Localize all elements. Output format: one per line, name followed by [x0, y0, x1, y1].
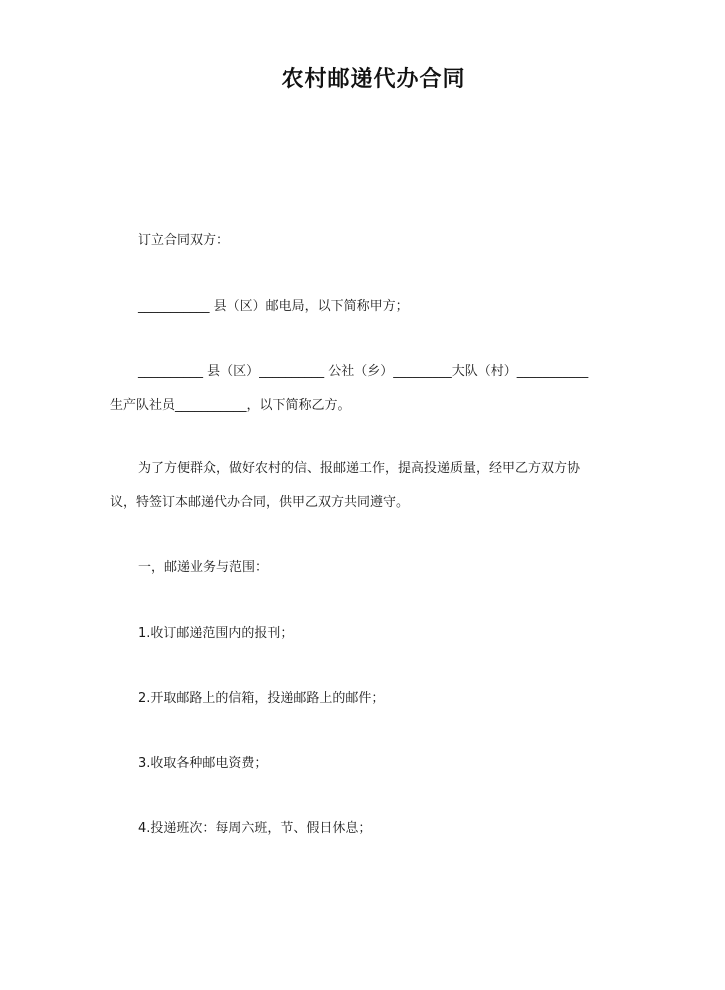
section1-heading: 一，邮递业务与范围： — [138, 560, 269, 575]
party-b-clause-line2: 生产队社员___________，以下简称乙方。 — [110, 398, 351, 413]
document-title: 农村邮递代办合同 — [281, 66, 466, 92]
purpose-paragraph-line2: 议，特签订本邮递代办合同，供甲乙双方共同遵守。 — [110, 495, 410, 510]
list-item: 1.收订邮递范围内的报刊； — [138, 626, 294, 641]
party-b-clause-line1: __________ 县（区）__________ 公社（乡）_________大队（村）___________ — [138, 364, 589, 379]
list-item: 3.收取各种邮电资费； — [138, 756, 268, 771]
party-a-clause: ___________ 县（区）邮电局，以下简称甲方； — [138, 299, 409, 314]
parties-heading: 订立合同双方： — [138, 233, 230, 248]
list-item: 4.投递班次：每周六班，节、假日休息； — [138, 821, 372, 836]
purpose-paragraph-line1: 为了方便群众，做好农村的信、报邮递工作，提高投递质量，经甲乙方双方协 — [138, 461, 581, 476]
list-item: 2.开取邮路上的信箱，投递邮路上的邮件； — [138, 691, 385, 706]
